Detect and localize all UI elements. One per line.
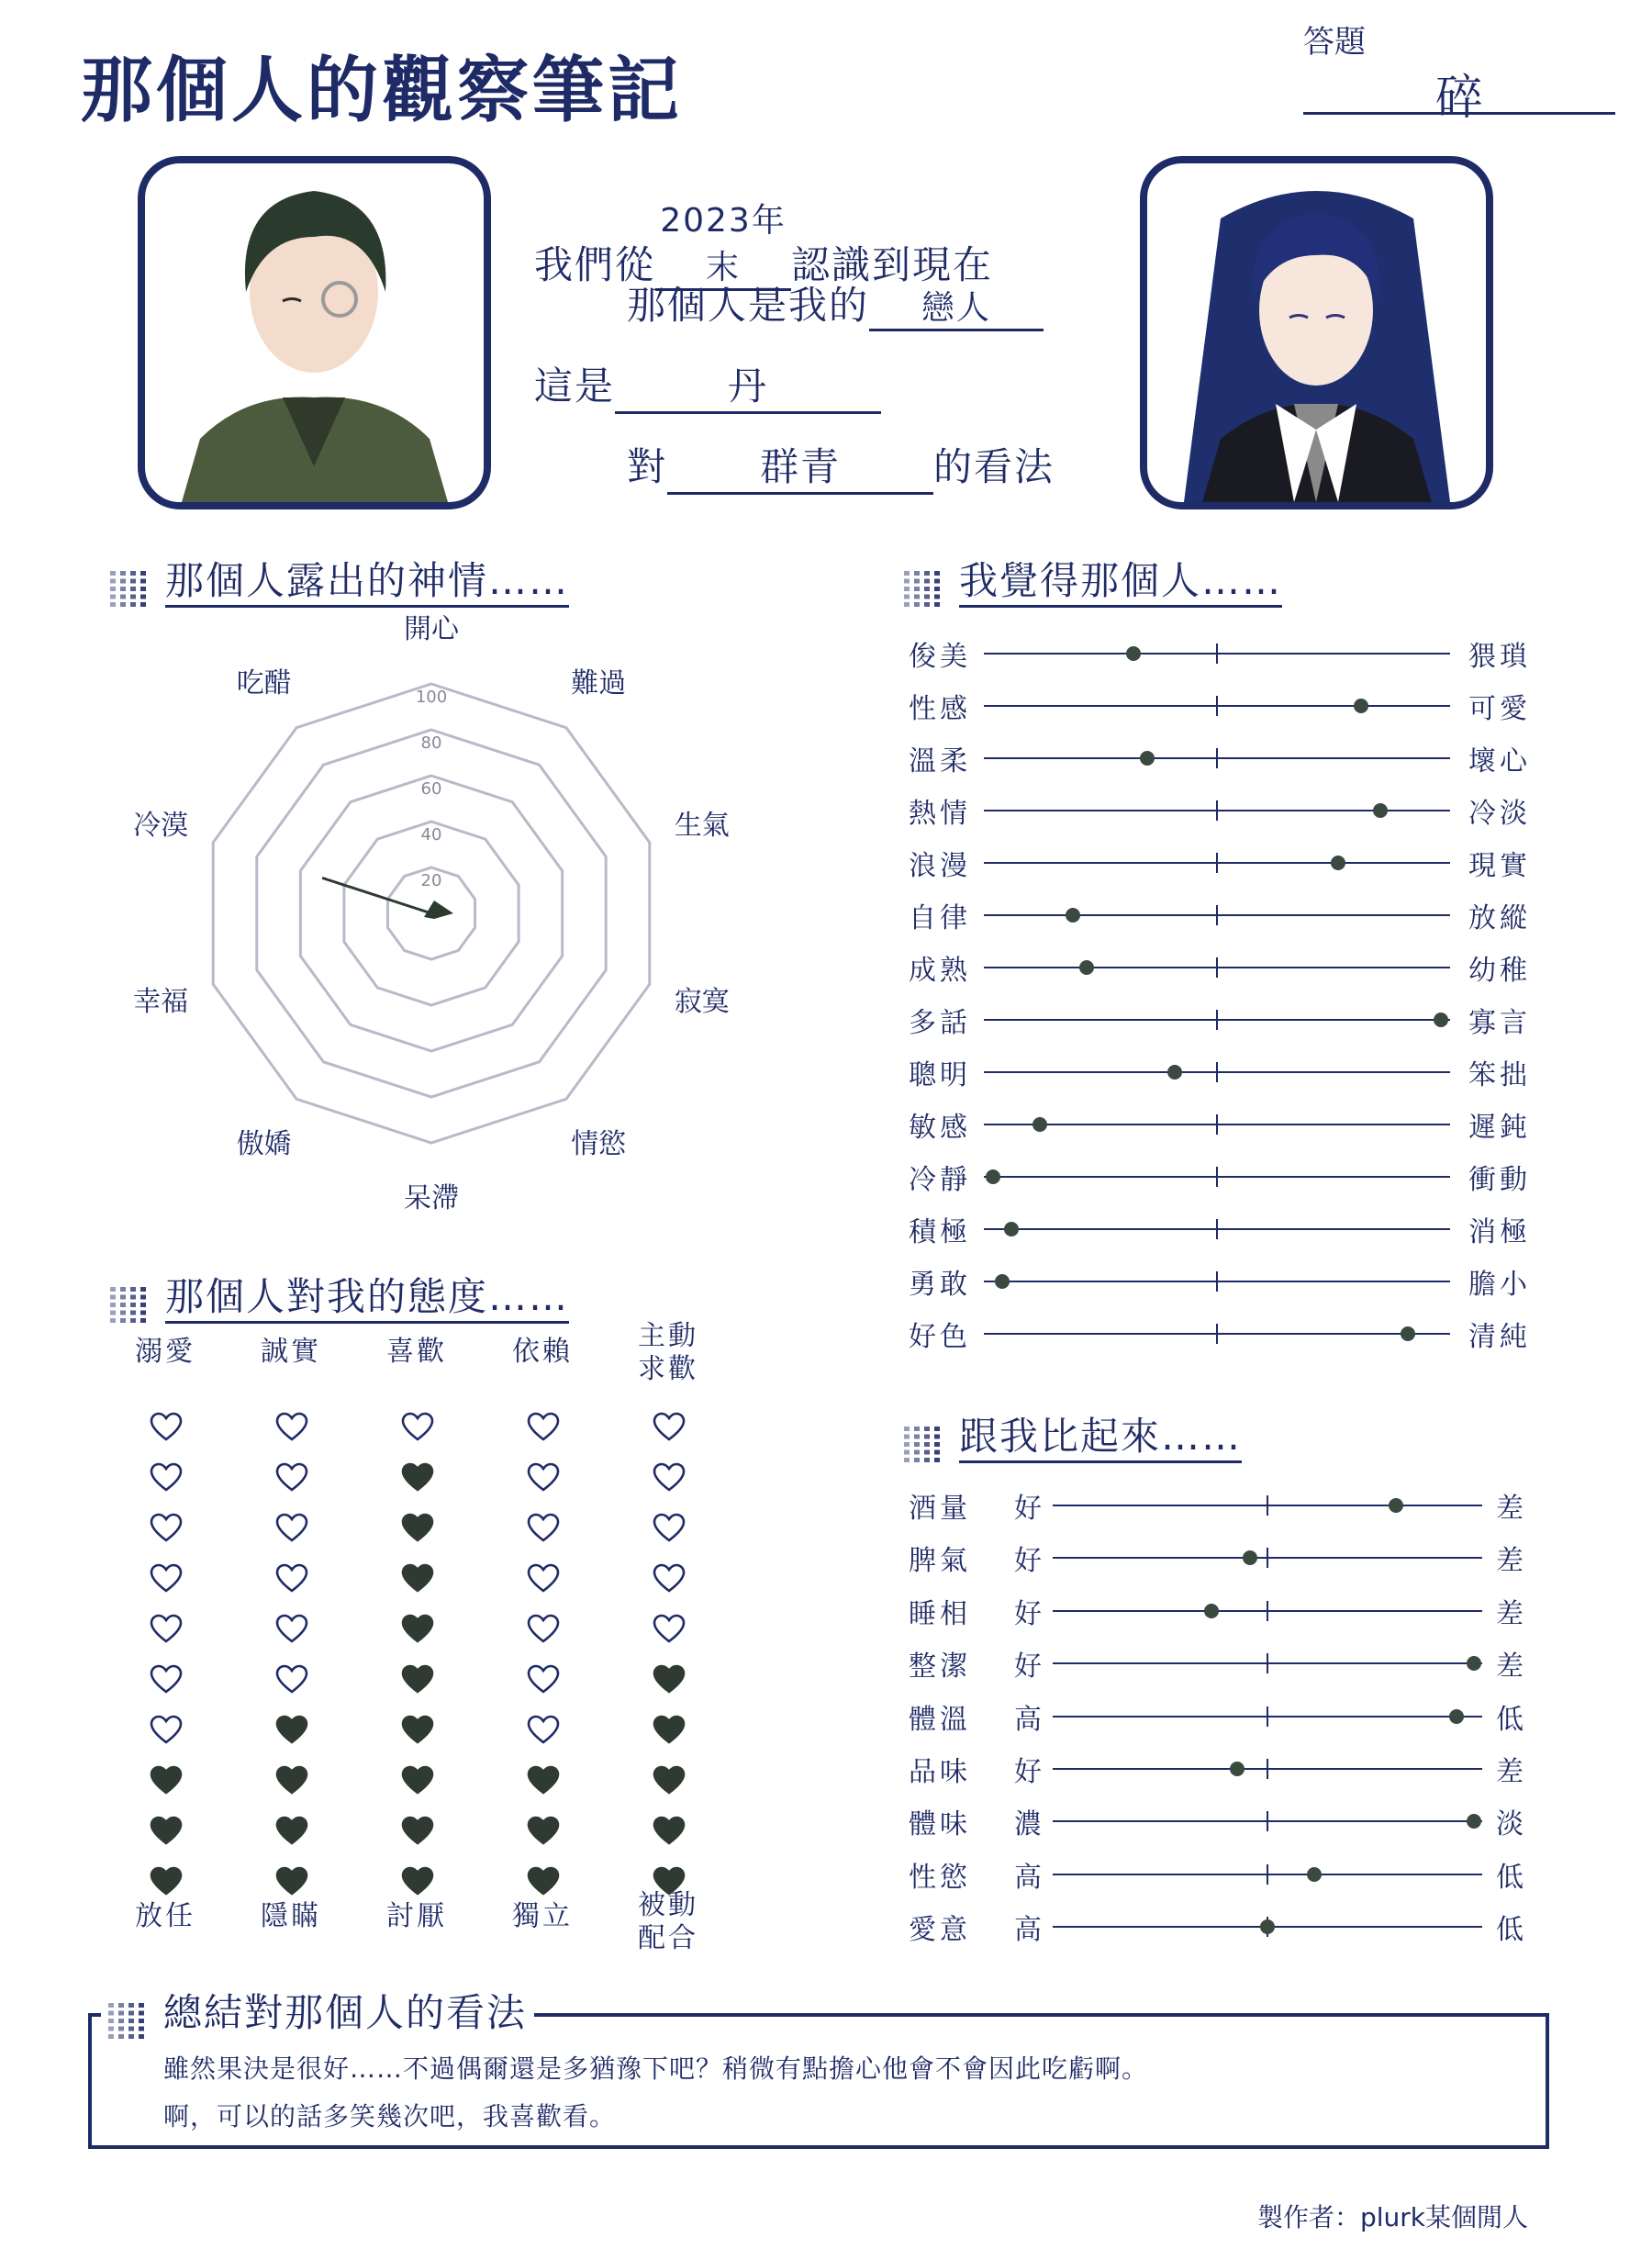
intro-since-suffix: 認識到現在 [791,242,994,287]
slider-right-label: 笨拙 [1468,1059,1531,1091]
intro-subject-suffix: 的看法 [933,444,1055,489]
intro-relation-prefix: 那個人是我的 [627,283,870,328]
slider-right-label: 可愛 [1468,693,1531,725]
slider-item-label: 愛意 [909,1914,971,1947]
slider-marker [1434,1013,1448,1027]
slider-left-label: 好色 [909,1321,971,1353]
compare-row [904,1643,1546,1684]
slider-left-label: 性感 [909,693,971,725]
slider-right-label: 差 [1496,1756,1527,1788]
radar-axis-label: 幸福 [133,985,189,1018]
slider-marker [1243,1550,1257,1565]
slider-right-label: 猥瑣 [1468,641,1531,673]
radar-axis-label: 傲嬌 [236,1127,292,1160]
slider-right-label: 淡 [1496,1808,1527,1841]
slider-marker [1230,1762,1245,1776]
intro-since-prefix: 我們從 [534,242,656,287]
slider-item-label: 睡相 [909,1597,971,1630]
radar-axis-label: 開心 [404,613,459,645]
heart-outline-icon [401,1411,434,1442]
heart-outline-icon [150,1663,183,1695]
slider-right-label: 衝動 [1468,1164,1531,1196]
slider-right-label: 消極 [1468,1216,1531,1248]
slider-center-tick [1267,1601,1268,1621]
slider-right-label: 差 [1496,1493,1527,1525]
heart-outline-icon [275,1562,308,1594]
impression-row [904,1209,1546,1246]
compare-row [904,1907,1546,1947]
heart-outline-icon [150,1411,183,1442]
heart-filled-icon [401,1512,434,1543]
slider-center-tick [1267,1495,1268,1516]
slider-marker [1126,646,1141,661]
slider-center-tick [1267,1653,1268,1673]
slider-marker [1079,960,1094,975]
slider-left-label: 自律 [909,902,971,934]
page-title: 那個人的觀察筆記 [81,50,684,132]
slider-right-label: 差 [1496,1597,1527,1630]
intro-observer-prefix: 這是 [534,364,616,408]
slider-center-tick [1267,1811,1268,1831]
attitude-bottom-label: 被動 配合 [638,1889,698,1954]
radar-axis-label: 呆滯 [404,1182,459,1214]
dots-icon [108,2003,147,2042]
slider-center-tick [1267,1706,1268,1727]
radar-axis-label: 生氣 [674,810,730,843]
heart-outline-icon [527,1461,560,1493]
answerer-name: 碎 [1303,59,1615,115]
slider-item-label: 整潔 [909,1650,971,1684]
slider-right-label: 現實 [1468,850,1531,882]
intro-line-3 [534,356,881,414]
slider-marker [1467,1656,1481,1671]
slider-center-tick [1267,1864,1268,1885]
compare-row [904,1749,1546,1788]
slider-center-tick [1267,1548,1268,1568]
impression-section-header [904,551,1282,610]
slider-marker [1307,1867,1322,1882]
heart-outline-icon [527,1663,560,1695]
heart-filled-icon [275,1815,308,1846]
heart-filled-icon [401,1562,434,1594]
dots-icon [110,571,149,610]
heart-outline-icon [275,1461,308,1493]
slider-marker [1004,1222,1019,1236]
slider-left-label: 好 [1014,1756,1045,1788]
heart-filled-icon [275,1764,308,1796]
heart-filled-icon [527,1764,560,1796]
slider-center-tick [1216,1167,1218,1187]
slider-center-tick [1216,905,1218,925]
slider-right-label: 差 [1496,1650,1527,1684]
compare-row [904,1485,1546,1525]
heart-outline-icon [150,1512,183,1543]
slider-left-label: 好 [1014,1545,1045,1578]
slider-center-tick [1216,748,1218,768]
slider-item-label: 體溫 [909,1703,971,1736]
slider-left-label: 多話 [909,1007,971,1039]
slider-right-label: 差 [1496,1545,1527,1578]
heart-outline-icon [527,1562,560,1594]
heart-outline-icon [150,1562,183,1594]
slider-right-label: 冷淡 [1468,798,1531,830]
impression-row [904,738,1546,778]
intro-subject: 群青 [667,437,933,495]
heart-outline-icon [527,1411,560,1442]
compare-row [904,1591,1546,1628]
impression-row [904,1314,1546,1353]
compare-row [904,1538,1546,1578]
slider-right-label: 放縱 [1468,902,1531,934]
slider-marker [1401,1326,1415,1341]
slider-left-label: 勇敢 [909,1269,971,1301]
slider-left-label: 高 [1014,1914,1045,1947]
attitude-top-label: 誠實 [261,1336,321,1368]
heart-outline-icon [527,1512,560,1543]
compare-row [904,1696,1546,1736]
answerer-label: 答題 [1303,24,1366,61]
radar-axis-label: 難過 [571,667,627,700]
attitude-bottom-label: 放任 [135,1900,195,1932]
slider-marker [1167,1065,1182,1080]
intro-line-2 [627,275,1044,331]
slider-left-label: 熱情 [909,798,971,830]
heart-filled-icon [653,1663,686,1695]
heart-outline-icon [653,1613,686,1644]
observer-portrait [138,156,491,509]
slider-marker [1449,1709,1464,1724]
heart-filled-icon [401,1663,434,1695]
heart-outline-icon [275,1411,308,1442]
heart-filled-icon [527,1865,560,1897]
heart-filled-icon [401,1613,434,1644]
attitude-heart-grid [133,1322,730,1964]
impression-row [904,843,1546,882]
slider-left-label: 高 [1014,1703,1045,1736]
impression-row [904,1157,1546,1196]
slider-right-label: 清純 [1468,1321,1531,1353]
intro-line-4 [627,437,1055,495]
heart-outline-icon [150,1613,183,1644]
slider-left-label: 好 [1014,1650,1045,1684]
impression-row [904,1261,1546,1301]
heart-outline-icon [150,1714,183,1745]
slider-left-label: 俊美 [909,641,971,673]
slider-center-tick [1216,1062,1218,1082]
radar-pointer [322,878,431,913]
heart-filled-icon [150,1865,183,1897]
radar-ring-label: 100 [415,688,448,707]
slider-center-tick [1216,1114,1218,1135]
heart-filled-icon [653,1815,686,1846]
attitude-top-label: 溺愛 [135,1336,195,1368]
heart-outline-icon [527,1714,560,1745]
impression-row [904,947,1546,987]
heart-filled-icon [275,1865,308,1897]
slider-item-label: 品味 [909,1756,971,1788]
summary-line-2: 啊，可以的話多笑幾次吧，我喜歡看。 [163,2101,617,2132]
slider-right-label: 低 [1496,1703,1527,1736]
slider-marker [1467,1814,1481,1829]
radar-axis-label: 情慾 [571,1127,627,1160]
slider-right-label: 壞心 [1468,745,1531,778]
slider-center-tick [1216,1010,1218,1030]
radar-axis-label: 寂寞 [674,985,730,1018]
impression-section-title: 我覺得那個人…… [959,558,1282,608]
heart-filled-icon [150,1815,183,1846]
slider-right-label: 遲鈍 [1468,1112,1531,1144]
slider-marker [1389,1498,1403,1513]
dots-icon [904,1427,943,1465]
heart-outline-icon [150,1461,183,1493]
slider-center-tick [1216,696,1218,716]
slider-marker [1066,908,1080,923]
heart-filled-icon [401,1461,434,1493]
summary-line-1: 雖然果決是很好……不過偶爾還是多猶豫下吧？稍微有點擔心他會不會因此吃虧啊。 [163,2053,1149,2084]
slider-left-label: 濃 [1014,1808,1045,1841]
intro-since: 2023年末 [655,195,791,291]
heart-filled-icon [401,1865,434,1897]
slider-left-label: 好 [1014,1493,1045,1525]
heart-outline-icon [275,1613,308,1644]
slider-center-tick [1216,1324,1218,1344]
radar-axis-label: 冷漠 [133,810,189,843]
summary-header [101,1983,534,2042]
slider-item-label: 體味 [909,1808,971,1841]
slider-center-tick [1216,957,1218,978]
slider-right-label: 膽小 [1468,1269,1531,1301]
credit-text: 製作者：plurk某個閒人 [1257,2202,1529,2232]
slider-right-label: 低 [1496,1914,1527,1947]
heart-outline-icon [653,1411,686,1442]
slider-marker [1032,1117,1047,1132]
heart-outline-icon [653,1512,686,1543]
slider-right-label: 幼稚 [1468,955,1531,987]
compare-section-header [904,1406,1242,1465]
slider-center-tick [1216,1271,1218,1292]
attitude-bottom-label: 隱瞞 [261,1900,321,1932]
slider-marker [1140,751,1155,766]
radar-axis-label: 吃醋 [236,667,292,700]
radar-ring-label: 20 [420,871,442,890]
slider-right-label: 低 [1496,1861,1527,1894]
attitude-bottom-label: 獨立 [512,1900,573,1932]
heart-outline-icon [653,1562,686,1594]
slider-center-tick [1216,643,1218,664]
slider-marker [1260,1919,1275,1934]
radar-ring-label: 80 [420,733,442,753]
expression-section-title: 那個人露出的神情…… [165,558,569,608]
heart-outline-icon [275,1512,308,1543]
slider-marker [986,1169,1000,1184]
attitude-top-label: 依賴 [512,1336,573,1368]
intro-relation: 戀人 [869,282,1044,331]
attitude-bottom-label: 討厭 [386,1900,447,1932]
slider-right-label: 寡言 [1468,1007,1531,1039]
heart-filled-icon [401,1764,434,1796]
heart-outline-icon [275,1663,308,1695]
slider-left-label: 好 [1014,1597,1045,1630]
intro-subject-prefix: 對 [627,444,668,489]
radar-ring-label: 40 [420,825,442,845]
slider-center-tick [1267,1759,1268,1779]
slider-center-tick [1216,853,1218,873]
heart-filled-icon [275,1714,308,1745]
intro-observer: 丹 [615,356,881,414]
impression-row [904,686,1546,725]
slider-left-label: 聰明 [909,1059,971,1091]
slider-left-label: 高 [1014,1861,1045,1894]
subject-portrait [1140,156,1493,509]
heart-filled-icon [401,1815,434,1846]
attitude-section-header [110,1267,569,1326]
heart-filled-icon [401,1714,434,1745]
compare-section-title: 跟我比起來…… [959,1414,1242,1463]
heart-filled-icon [527,1815,560,1846]
slider-item-label: 性慾 [909,1861,971,1894]
impression-row [904,1104,1546,1144]
slider-item-label: 脾氣 [909,1545,971,1578]
slider-left-label: 冷靜 [909,1164,971,1196]
attitude-section-title: 那個人對我的態度…… [165,1274,569,1324]
heart-filled-icon [653,1714,686,1745]
heart-filled-icon [653,1764,686,1796]
attitude-top-label: 主動 求歡 [638,1320,698,1385]
summary-title: 總結對那個人的看法 [163,1990,528,2035]
slider-item-label: 酒量 [909,1493,971,1525]
expression-radar-chart [119,610,743,1216]
slider-marker [1331,856,1345,870]
impression-row [904,790,1546,830]
heart-outline-icon [653,1461,686,1493]
dots-icon [110,1287,149,1326]
heart-outline-icon [527,1613,560,1644]
slider-marker [1373,803,1388,818]
compare-row [904,1854,1546,1894]
slider-marker [1204,1604,1219,1618]
slider-marker [1354,699,1368,713]
heart-filled-icon [150,1764,183,1796]
slider-left-label: 溫柔 [909,745,971,778]
impression-row [904,1052,1546,1089]
slider-marker [995,1274,1010,1289]
slider-center-tick [1216,800,1218,821]
expression-section-header [110,551,569,610]
attitude-top-label: 喜歡 [386,1336,447,1368]
radar-pointer-hub [424,901,453,919]
slider-left-label: 積極 [909,1216,971,1248]
slider-left-label: 敏感 [909,1112,971,1144]
impression-row [904,1000,1546,1039]
radar-ring-label: 60 [420,779,442,799]
slider-left-label: 浪漫 [909,850,971,882]
compare-row [904,1801,1546,1841]
dots-icon [904,571,943,610]
impression-row [904,633,1546,673]
slider-left-label: 成熟 [909,955,971,987]
impression-row [904,895,1546,932]
slider-center-tick [1216,1219,1218,1239]
